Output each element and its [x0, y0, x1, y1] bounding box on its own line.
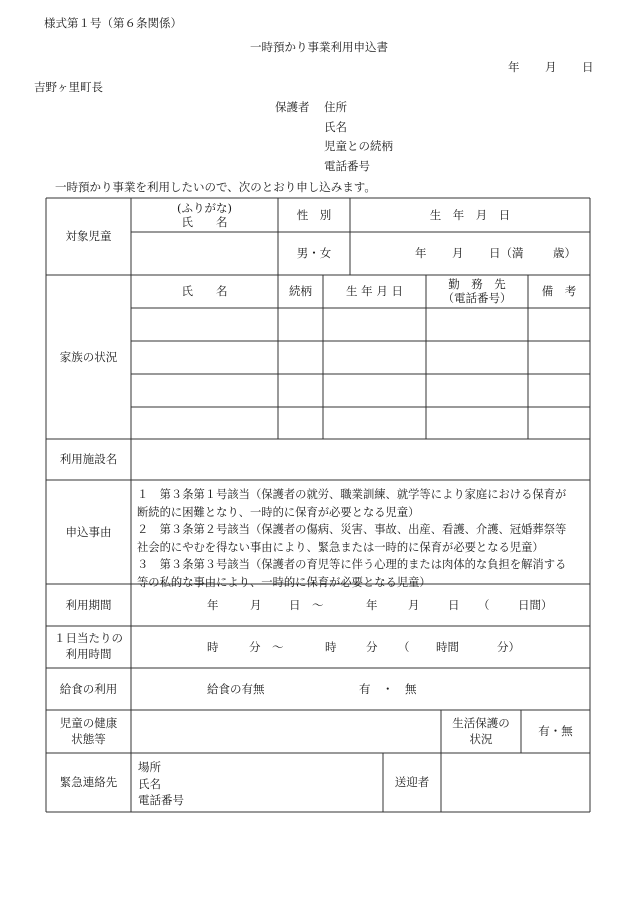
- family-relation-header: 続柄: [289, 284, 312, 299]
- family-name-header: 氏 名: [181, 284, 228, 299]
- furigana-label: (ふりがな): [177, 200, 232, 215]
- daily-time-label-line1: １日当たりの: [54, 631, 123, 646]
- period-days: 日間）: [518, 598, 553, 612]
- daily-time-label-line2: 利用時間: [65, 647, 112, 661]
- reason-line-4: 社会的にやむを得ない事由により、緊急または一時的に保育が必要となる児童）: [137, 540, 544, 554]
- child-birth-year: 年: [415, 246, 427, 260]
- welfare-label-line1: 生活保護の: [452, 715, 510, 730]
- facility-input[interactable]: [131, 439, 590, 480]
- daily-paren-open: （: [398, 640, 410, 654]
- daily-start-minute: 分 ～: [249, 640, 284, 654]
- child-birth-day-age: 日（満: [489, 246, 524, 260]
- child-age-unit: 歳）: [553, 246, 576, 260]
- meal-options[interactable]: 有 ・ 無: [359, 682, 417, 696]
- facility-label: 利用施設名: [59, 452, 118, 467]
- daily-hours: 時間: [436, 640, 459, 654]
- guardian-name-label: 氏名: [324, 120, 347, 134]
- emergency-fields: [138, 759, 184, 809]
- child-name-label: 氏 名: [181, 215, 228, 229]
- period-label: 利用期間: [65, 597, 112, 612]
- family-work-phone-label: （電話番号）: [442, 290, 512, 305]
- health-label: [46, 710, 131, 753]
- family-work-label: 勤 務 先: [448, 276, 506, 291]
- welfare-label-line2: 状況: [469, 731, 493, 746]
- period-end-month: 月: [408, 598, 420, 612]
- guardian-phone-label: 電話番号: [324, 159, 370, 173]
- meal-question: 給食の有無: [207, 682, 265, 696]
- period-end-day: 日: [448, 598, 460, 612]
- reason-line-3: ２ 第３条第２号該当（保護者の傷病、災害、事故、出産、看護、介護、冠婚葬祭等: [137, 523, 567, 536]
- reason-line-6: 等の私的な事由により、一時的に保育が必要となる児童）: [137, 575, 431, 589]
- date-year: 年: [508, 60, 520, 74]
- period-start-year: 年: [207, 598, 219, 612]
- reason-options: [137, 486, 566, 591]
- family-work-header: [426, 275, 528, 308]
- daily-time-label: [46, 626, 131, 668]
- date-day: 日: [582, 60, 594, 74]
- child-birth-header: 生 年 月 日: [429, 207, 511, 222]
- reason-line-1: １ 第３条第１号該当（保護者の就労、職業訓練、就学等により家庭における保育が: [137, 488, 567, 501]
- daily-end-minute: 分: [366, 640, 378, 654]
- child-name-header: [131, 198, 278, 232]
- family-notes-header: 備 考: [541, 284, 577, 299]
- meal-label: 給食の利用: [59, 681, 118, 696]
- child-birth-month: 月: [452, 246, 464, 260]
- emergency-label: 緊急連絡先: [59, 775, 118, 790]
- document-title: 一時預かり事業利用申込書: [250, 40, 388, 54]
- period-start-day: 日 ～: [289, 598, 324, 612]
- family-label: 家族の状況: [59, 349, 118, 364]
- period-start-month: 月: [250, 598, 262, 612]
- reason-line-2: 断続的に困難となり、一時的に保育が必要となる児童）: [137, 505, 420, 519]
- emergency-phone-label: 電話番号: [138, 793, 184, 808]
- child-sex-header: 性 別: [296, 207, 332, 222]
- health-label-line2: 状態等: [71, 731, 106, 746]
- welfare-choice[interactable]: 有・無: [538, 724, 573, 739]
- period-end-year: 年: [366, 598, 378, 612]
- daily-start-hour: 時: [207, 640, 219, 654]
- reason-line-5: ３ 第３条第３号該当（保護者の育児等に伴う心理的または肉体的な負担を解消する: [137, 558, 567, 571]
- health-input[interactable]: [131, 710, 441, 753]
- health-label-line1: 児童の健康: [59, 715, 118, 730]
- period-paren-open: （: [478, 598, 490, 612]
- guardian-relation-label: 児童との続柄: [324, 139, 393, 153]
- form-number: 様式第１号（第６条関係）: [44, 16, 182, 30]
- guardian-address-label: 住所: [324, 100, 347, 114]
- guardian-label: 保護者: [275, 100, 310, 114]
- pickup-person-label: 送迎者: [394, 775, 430, 790]
- reason-label: 申込事由: [65, 524, 112, 539]
- daily-end-hour: 時: [325, 640, 337, 654]
- addressee: 吉野ヶ里町長: [34, 80, 103, 94]
- child-sex-choice[interactable]: 男・女: [296, 246, 332, 261]
- emergency-name-label: 氏名: [138, 776, 161, 791]
- date-month: 月: [545, 60, 557, 74]
- family-birth-header: 生 年 月 日: [346, 284, 403, 299]
- emergency-place-label: 場所: [138, 760, 161, 774]
- child-name-input[interactable]: [131, 232, 278, 275]
- daily-minutes: 分）: [497, 640, 520, 654]
- pickup-person-input[interactable]: [441, 753, 590, 812]
- welfare-label: [441, 710, 521, 753]
- child-label: 対象児童: [65, 229, 112, 244]
- intro-text: 一時預かり事業を利用したいので、次のとおり申し込みます。: [55, 180, 376, 194]
